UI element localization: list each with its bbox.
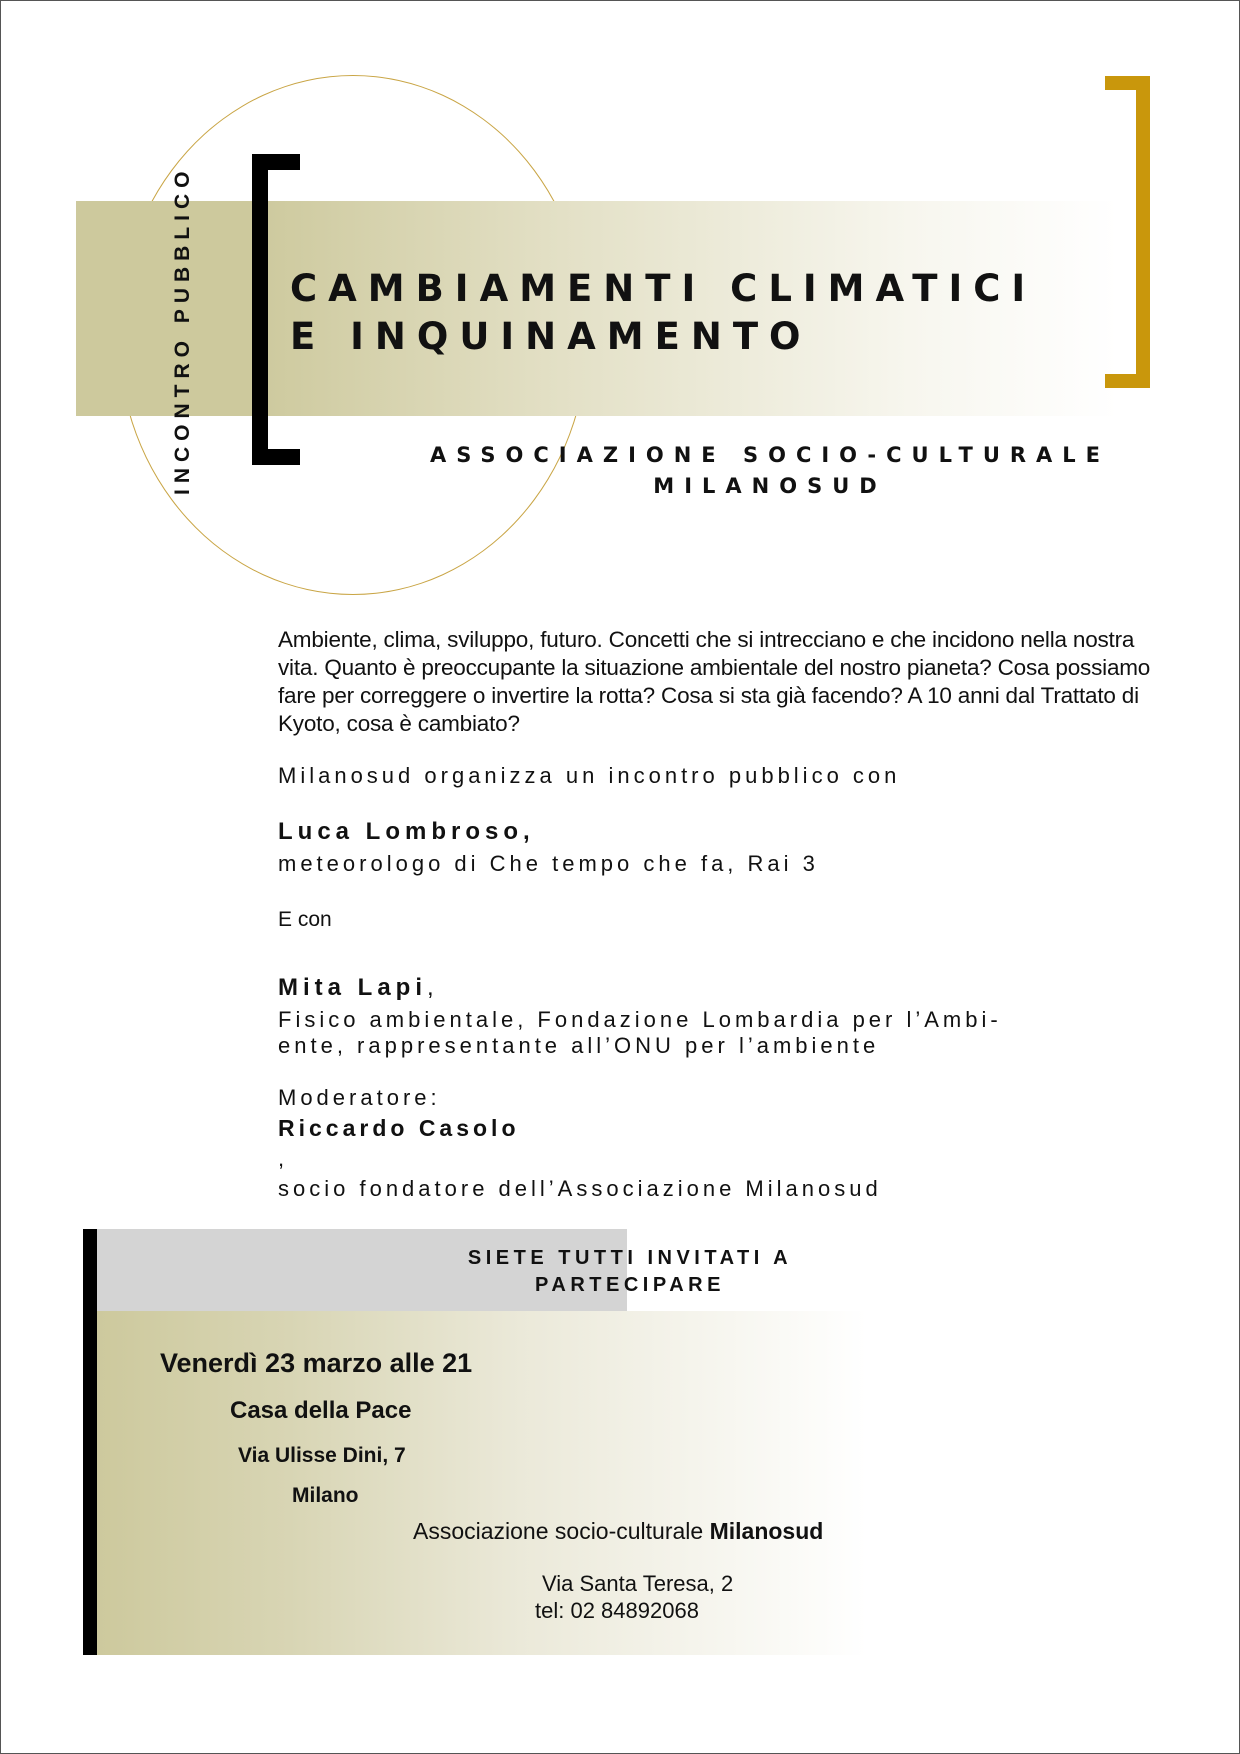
organization-phone: tel: 02 84892068 [535,1598,699,1623]
event-date-day: Venerdì [160,1348,266,1378]
and-with-text: E con [278,908,332,931]
invite-heading [420,1245,840,1299]
speaker-2-name-suffix: , [427,974,439,1001]
event-street: Via Ulisse Dini, 7 [238,1444,406,1467]
invite-line-2: PARTECIPARE [535,1274,725,1296]
vertical-label: INCONTRO PUBBLICO [171,165,194,495]
moderator-line [278,1083,882,1174]
right-bracket [1105,76,1150,388]
association-heading [420,440,1120,502]
association-line-1: ASSOCIAZIONE SOCIO-CULTURALE [429,443,1111,467]
speaker-2-description-line-1: Fisico ambientale, Fondazione Lombardia per l’Ambi- [278,1007,1002,1032]
event-date [160,1348,472,1379]
organization-address: Via Santa Teresa, 2 [542,1571,734,1596]
bottom-black-bar [83,1229,97,1655]
intro-paragraph: Ambiente, clima, sviluppo, futuro. Concetti che si intrecciano e che incidono nella nostra vita. Quanto è preoccupante la situazione ambientale del nostro pianeta? Cosa possiamo fare per correggere o invertire la rotta? Cosa si sta già facendo? A 10 anni dal Trattato di Kyoto, cosa è cambiato? [278,627,1151,736]
speaker-1-description: meteorologo di Che tempo che fa, Rai 3 [278,851,819,876]
event-date-rest: 23 marzo alle 21 [265,1348,473,1378]
moderator-description: socio fondatore dell’Associazione Milanosud [278,1176,882,1201]
moderator-name: Riccardo Casolo [278,1115,520,1141]
event-place: Casa della Pace [230,1397,412,1424]
organization-name-bold: Milanosud [709,1518,824,1544]
association-line-2: MILANOSUD [653,474,887,498]
speaker-2-name-text: Mita Lapi [278,974,428,1001]
speaker-2-name [278,974,439,1002]
moderator-label: Moderatore: [278,1085,441,1110]
organization-name [413,1518,823,1545]
invite-line-1: SIETE TUTTI INVITATI A [467,1247,793,1269]
organization-name-prefix: Associazione socio-culturale [413,1518,710,1544]
speaker-2-description-line-2: ente, rappresentante all’ONU per l’ambiente [278,1033,880,1058]
page-title [290,265,1036,361]
organizer-line: Milanosud organizza un incontro pubblico con [278,763,901,788]
title-line-1: CAMBIAMENTI CLIMATICI [290,267,1037,310]
moderator-block [278,1083,882,1204]
speaker-2-description [278,1007,1158,1059]
title-line-2: E INQUINAMENTO [290,315,812,358]
speaker-1-name: Luca Lombroso, [278,818,535,845]
moderator-name-suffix: , [278,1146,289,1171]
event-city: Milano [292,1484,359,1507]
